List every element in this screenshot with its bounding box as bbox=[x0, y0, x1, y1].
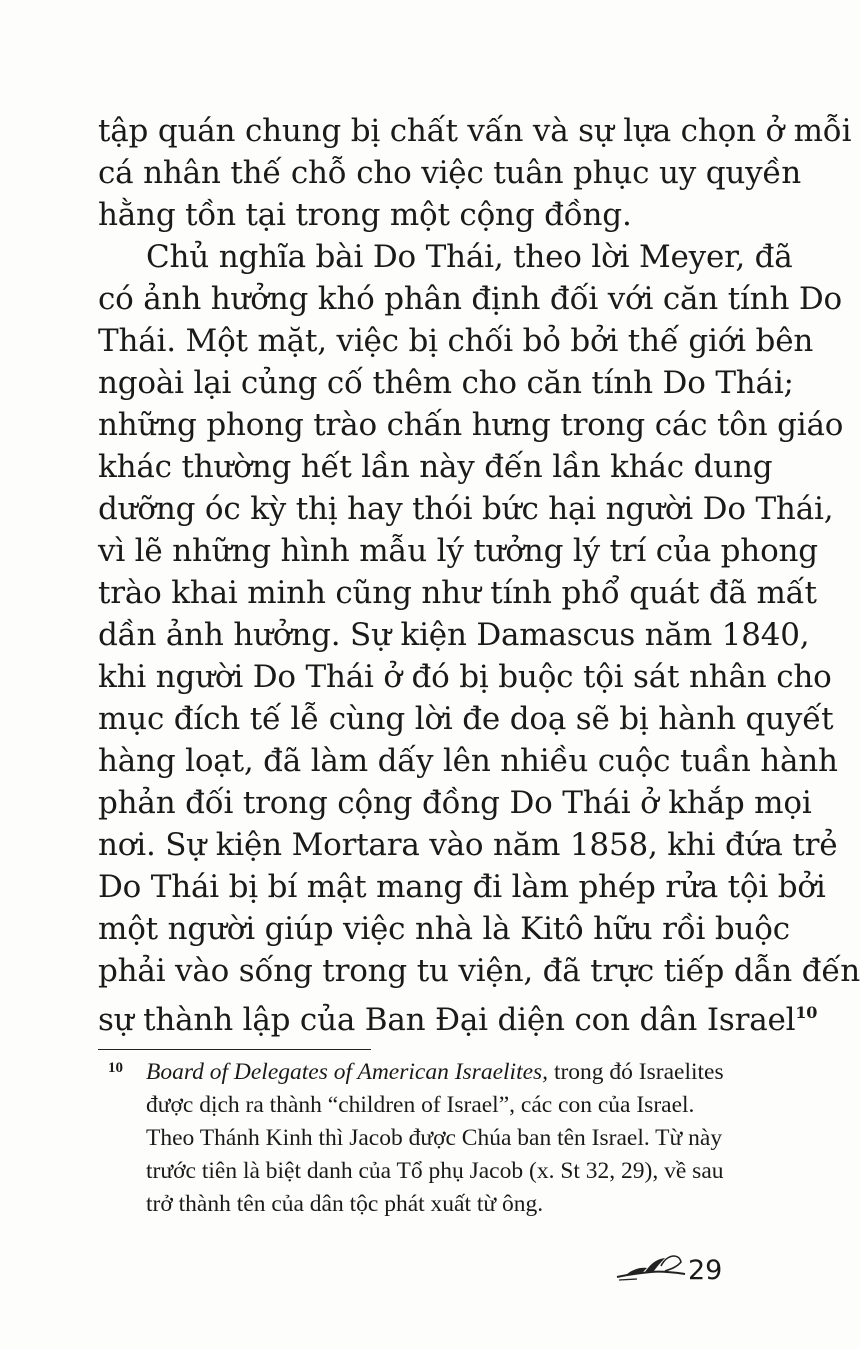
text-line: vì lẽ những hình mẫu lý tưởng lý trí của phong bbox=[98, 533, 818, 569]
text-line: Thái. Một mặt, việc bị chối bỏ bởi thế giới bên bbox=[98, 323, 814, 359]
footnote-divider bbox=[98, 1049, 371, 1050]
text-line: khi người Do Thái ở đó bị buộc tội sát nhân cho bbox=[98, 659, 832, 695]
text-line: dần ảnh hưởng. Sự kiện Damascus năm 1840, bbox=[98, 617, 810, 653]
text-line: nơi. Sự kiện Mortara vào năm 1858, khi đứa trẻ bbox=[98, 827, 838, 863]
text-line: những phong trào chấn hưng trong các tôn giáo bbox=[98, 407, 844, 443]
text-line: Do Thái bị bí mật mang đi làm phép rửa tội bởi bbox=[98, 869, 826, 905]
text-line: trào khai minh cũng như tính phổ quát đã mất bbox=[98, 575, 817, 611]
text-line: phản đối trong cộng đồng Do Thái ở khắp mọi bbox=[98, 785, 812, 821]
page-number: 29 bbox=[688, 1255, 723, 1286]
footnote-line: được dịch ra thành “children of Israel”, các con của Israel. bbox=[146, 1092, 695, 1118]
text-line: cá nhân thế chỗ cho việc tuân phục uy quyền bbox=[98, 155, 802, 191]
footnote-line: trước tiên là biệt danh của Tổ phụ Jacob (x. St 32, 29), về sau bbox=[146, 1158, 724, 1184]
footnote-line: trở thành tên của dân tộc phát xuất từ ông. bbox=[146, 1191, 544, 1217]
text-line: khác thường hết lần này đến lần khác dung bbox=[98, 449, 773, 485]
text-line-last-content: sự thành lập của Ban Đại diện con dân Israel bbox=[98, 1002, 796, 1038]
text-line: dưỡng óc kỳ thị hay thói bức hại người Do Thái, bbox=[98, 491, 834, 527]
text-line: hàng loạt, đã làm dấy lên nhiều cuộc tuần hành bbox=[98, 743, 838, 779]
text-line: hằng tồn tại trong một cộng đồng. bbox=[98, 197, 632, 233]
text-line-last bbox=[98, 992, 817, 1041]
footnote-line: Theo Thánh Kinh thì Jacob được Chúa ban tên Israel. Từ này bbox=[146, 1125, 723, 1151]
text-line: ngoài lại củng cố thêm cho căn tính Do Thái; bbox=[98, 365, 794, 401]
text-line: mục đích tế lễ cùng lời đe doạ sẽ bị hành quyết bbox=[98, 701, 834, 737]
paragraph-start-line: Chủ nghĩa bài Do Thái, theo lời Meyer, đã bbox=[146, 239, 793, 275]
footnote-line1-rest: trong đó Israelites bbox=[548, 1059, 724, 1085]
text-line: phải vào sống trong tu viện, đã trực tiếp dẫn đến bbox=[98, 953, 860, 989]
text-line: tập quán chung bị chất vấn và sự lựa chọn ở mỗi bbox=[98, 113, 852, 149]
footnote-line bbox=[146, 1056, 724, 1088]
text-line: có ảnh hưởng khó phân định đối với căn tính Do bbox=[98, 281, 842, 317]
text-line: một người giúp việc nhà là Kitô hữu rồi buộc bbox=[98, 911, 790, 947]
footnote-reference[interactable]: 10 bbox=[795, 1003, 818, 1022]
footnote-title: Board of Delegates of American Israelites, bbox=[146, 1059, 549, 1085]
footnote-marker: 10 bbox=[108, 1060, 123, 1076]
bird-flourish-icon bbox=[615, 1250, 687, 1288]
